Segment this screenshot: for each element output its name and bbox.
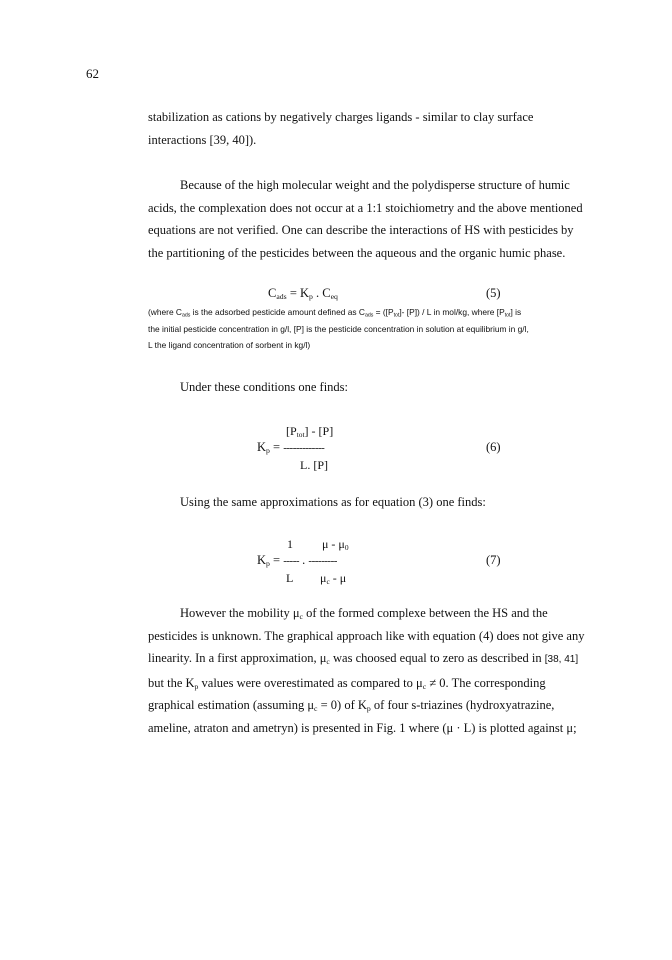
intro-eq7: Using the same approximations as for equation (3) one finds: — [180, 495, 486, 509]
eq-term: . C — [312, 286, 331, 300]
text-line: linearity. In a first approximation, $\mu_c$ was choosed equal to zero as described in [38, 41] — [148, 651, 579, 666]
equation-number-6: (6) — [486, 440, 501, 454]
eq-subscript: p — [309, 291, 313, 301]
eq7-lhs: $K_p$ = ----- . --------- — [257, 553, 337, 568]
paragraph-complexation — [148, 174, 583, 264]
fraction-bar: --------- — [308, 555, 337, 567]
eq-subscript: eq — [330, 291, 338, 301]
eq6-denominator: L. [P] — [300, 458, 328, 472]
eq6-numerator: $[P_{tot}] - [P]$ — [286, 424, 334, 439]
eq7-num2: μ - $\mu_0$ — [322, 537, 349, 552]
intro-eq6: Under these conditions one finds: — [180, 380, 349, 394]
text-line: but the $K_p$ values were overestimated as compared to $\mu_c \ne 0$. The corresponding — [148, 675, 546, 691]
equation-number-7: (7) — [486, 553, 501, 567]
eq-subscript: ads — [276, 291, 287, 301]
eq-term: C — [268, 286, 277, 300]
eq6-lhs: $K_p$ = ------------- — [257, 440, 325, 455]
note-line: the initial pesticide concentration in g/l, [P] is the pesticide concentration in solution at equilibrium in g/l, — [148, 323, 529, 334]
page-number: 62 — [86, 66, 99, 81]
text-line: the partitioning of the pesticides between the aqueous and the organic humic phase. — [148, 245, 566, 260]
text-line: However the mobility $\mu_c$ of the formed complexe between the HS and the — [180, 606, 548, 621]
equation-note — [148, 304, 529, 354]
fraction-bar: ----- — [283, 555, 300, 567]
eq7-den1: L — [286, 571, 294, 585]
text-line: ameline, atraton and ametryn) is presented in Fig. 1 where (μ · L) is plotted against μ; — [148, 720, 577, 735]
paragraph-continuation — [148, 106, 546, 151]
eq7-den2: $\mu_c$ - μ — [320, 571, 347, 586]
paragraph-mobility — [148, 602, 585, 739]
equation-number-5: (5) — [486, 286, 501, 300]
text-line: Because of the high molecular weight and the polydisperse structure of humic — [180, 178, 570, 192]
note-line: (where $C_{ads}$ is the adsorbed pesticide amount defined as $C_{ads} = ([P_{tot}]-$ [P]) / L in mol/kg, where $[P_{tot}]$ is — [148, 307, 522, 319]
text-line: stabilization as cations by negatively charges ligands - similar to clay surface — [148, 110, 534, 124]
text-line: equations are not verified. One can describe the interactions of HS with pesticides by — [148, 223, 574, 237]
text-line: acids, the complexation does not occur at a 1:1 stoichiometry and the above mentioned — [148, 200, 583, 215]
fraction-bar: ------------- — [283, 442, 325, 454]
note-line: L the ligand concentration of sorbent in kg/l) — [148, 340, 311, 350]
eq7-num1: 1 — [287, 537, 293, 551]
text-line: pesticides is unknown. The graphical approach like with equation (4) does not give any — [148, 628, 585, 643]
eq-term: = K — [286, 286, 310, 300]
text-line: interactions [39, 40]). — [148, 132, 257, 147]
equation-5 — [268, 286, 338, 301]
text-line: graphical estimation (assuming $\mu_c = 0$) of $K_p$ of four s-triazines (hydroxyatrazine, — [148, 698, 555, 713]
